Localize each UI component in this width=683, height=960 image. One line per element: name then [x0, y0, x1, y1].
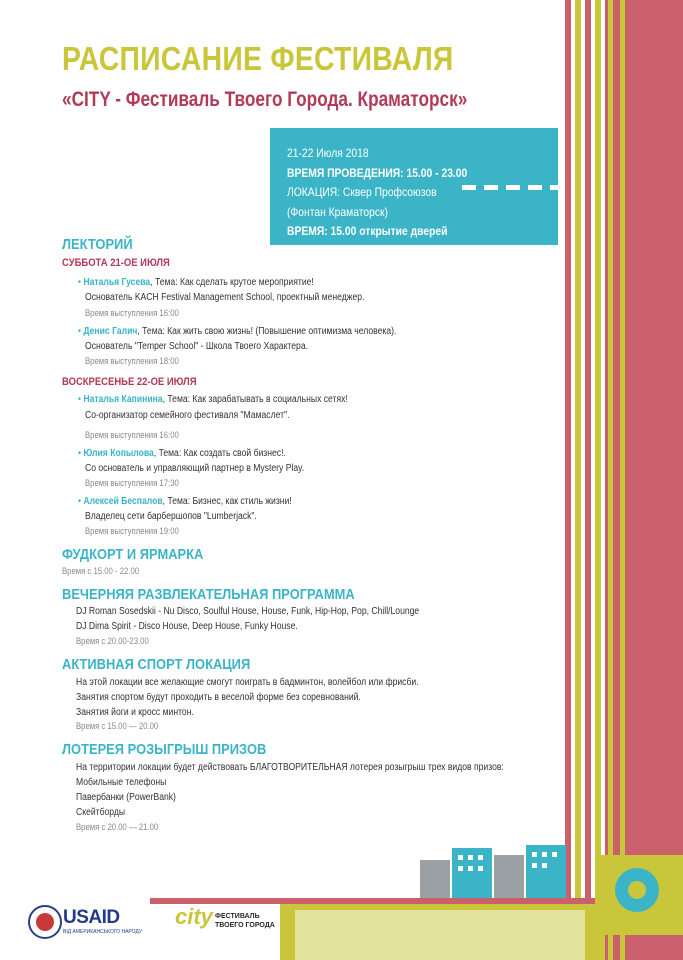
- lottery-desc: На территории локации будет действовать БЛАГОТВОРИТЕЛЬНАЯ лотерея розыгрыш трех видов призов:: [76, 762, 504, 773]
- usaid-seal-icon: [28, 905, 62, 939]
- info-location-detail: (Фонтан Краматорск): [287, 204, 388, 219]
- lectorium-heading: ЛЕКТОРИЙ: [62, 236, 133, 253]
- food-heading: ФУДКОРТ И ЯРМАРКА: [62, 546, 204, 563]
- sport-heading: АКТИВНАЯ СПОРТ ЛОКАЦИЯ: [62, 656, 251, 673]
- speaker-name: Наталья Капинина: [83, 394, 163, 405]
- talk-topic: , Тема: Как сделать крутое мероприятие!: [150, 277, 314, 288]
- evening-heading: ВЕЧЕРНЯЯ РАЗВЛЕКАТЕЛЬНАЯ ПРОГРАММА: [62, 586, 355, 603]
- city-wordmark: city: [175, 904, 213, 929]
- talk-topic: , Тема: Как зарабатывать в социальных сетях!: [162, 394, 348, 405]
- evening-dj-2: DJ Dima Spirit - Disco House, Deep House, Funky House.: [76, 621, 298, 632]
- evening-dj-1: DJ Roman Sosedskii - Nu Disco, Soulful House, House, Funk, Hip-Hop, Pop, Chill/Lounge: [76, 606, 420, 617]
- sport-line-3: Занятия йоги и кросс минтон.: [76, 707, 194, 718]
- talk-3-time: Время выступления 16:00: [85, 430, 179, 440]
- page-title: РАСПИСАНИЕ ФЕСТИВАЛЯ: [62, 40, 454, 77]
- lottery-heading: ЛОТЕРЕЯ РОЗЫГРЫШ ПРИЗОВ: [62, 741, 267, 758]
- speaker-name: Денис Галич: [83, 326, 138, 337]
- dash-decoration: [462, 185, 572, 191]
- talk-2-time: Время выступления 18:00: [85, 356, 179, 366]
- page-subtitle: «CITY - Фестиваль Твоего Города. Краматорск»: [62, 88, 468, 111]
- info-date: 21-22 Июля 2018: [287, 146, 369, 160]
- day1-heading: СУББОТА 21-ОЕ ИЮЛЯ: [62, 257, 170, 269]
- talk-3-title: • Наталья Капинина, Тема: Как зарабатывать в социальных сетях!: [78, 394, 348, 405]
- day2-heading: ВОСКРЕСЕНЬЕ 22-ОЕ ИЮЛЯ: [62, 376, 197, 388]
- talk-5-desc: Владелец сети барбершопов "Lumberjack".: [85, 511, 257, 522]
- talk-topic: , Тема: Как жить свою жизнь! (Повышение оптимизма человека).: [137, 326, 397, 337]
- info-opening: ВРЕМЯ: 15.00 открытие дверей: [287, 224, 448, 238]
- speaker-name: Юлия Копылова: [83, 448, 154, 459]
- talk-2-title: • Денис Галич, Тема: Как жить свою жизнь! (Повышение оптимизма человека).: [78, 326, 397, 337]
- lottery-prize-1: Мобильные телефоны: [76, 777, 167, 788]
- lottery-prize-2: Павербанки (PowerBank): [76, 792, 176, 803]
- sport-time: Время с 15.00 — 20.00: [76, 721, 159, 731]
- info-time: ВРЕМЯ ПРОВЕДЕНИЯ: 15.00 - 23.00: [287, 165, 468, 180]
- usaid-tagline: ВІД АМЕРИКАНСЬКОГО НАРОДУ: [63, 929, 143, 935]
- speaker-name: Алексей Беспалов: [83, 496, 163, 507]
- talk-1-time: Время выступления 16:00: [85, 308, 179, 318]
- city-fest-line-1: ФЕСТИВАЛЬ: [215, 913, 260, 920]
- city-festival-logo: [175, 904, 275, 940]
- talk-1-title: • Наталья Гусева, Тема: Как сделать крутое мероприятие!: [78, 277, 314, 288]
- talk-5-time: Время выступления 19:00: [85, 526, 179, 536]
- talk-1-desc: Основатель KACH Festival Management School, проектный менеджер.: [85, 292, 365, 303]
- lottery-time: Время с 20.00 — 21.00: [76, 822, 159, 832]
- info-location: ЛОКАЦИЯ: Сквер Профсоюзов: [287, 185, 437, 199]
- talk-3-desc: Со-организатор семейного фестиваля "Мамаслет".: [85, 410, 290, 421]
- usaid-wordmark: USAID: [63, 907, 120, 928]
- talk-4-time: Время выступления 17:30: [85, 478, 179, 488]
- speaker-name: Наталья Гусева: [83, 277, 151, 288]
- city-fest-line-2: ТВОЕГО ГОРОДА: [215, 922, 275, 929]
- talk-2-desc: Основатель "Temper School" - Школа Твоего Характера.: [85, 341, 309, 352]
- sport-line-1: На этой локации все желающие смогут поиграть в бадминтон, волейбол или фрисби.: [76, 677, 419, 688]
- talk-4-title: • Юлия Копылова, Тема: Как создать свой бизнес!.: [78, 448, 286, 459]
- sport-line-2: Занятия спортом будут проходить в веселой форме без соревнований.: [76, 692, 361, 703]
- talk-5-title: • Алексей Беспалов, Тема: Бизнес, как стиль жизни!: [78, 496, 292, 507]
- talk-topic: , Тема: Как создать свой бизнес!.: [153, 448, 286, 459]
- talk-4-desc: Со основатель и управляющий партнер в Mystery Play.: [85, 463, 305, 474]
- city-fest-text: [215, 912, 275, 930]
- evening-time: Время с 20.00-23.00: [76, 636, 149, 646]
- lottery-prize-3: Скейтборды: [76, 807, 126, 818]
- talk-topic: , Тема: Бизнес, как стиль жизни!: [162, 496, 292, 507]
- food-time: Время с 15.00 - 22.00: [62, 566, 140, 576]
